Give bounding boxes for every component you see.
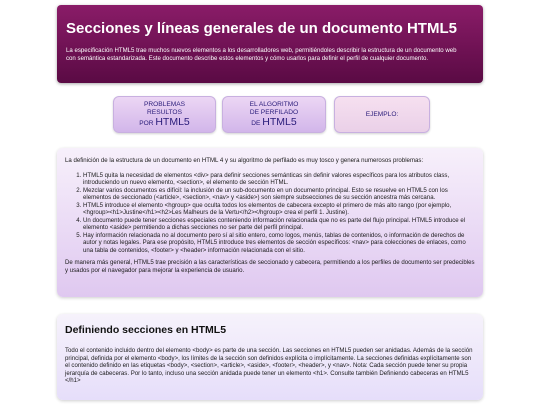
nav-button-algorithm[interactable]: [222, 96, 326, 133]
problem-item: 4. Un documento puede tener secciones especiales conteniendo información relacionada que no es parte del flujo principal. HTML5 introduce el elemento <aside> permitiendo a dichas secciones no ser parte del perfil principal.: [83, 217, 475, 232]
problem-item: 3. HTML5 introduce el elemento <hgroup> que oculta todos los elementos de cabecera excepto el primero de más alto rango (por ejemplo, <hgroup><h1>Justine</h1><h2>Les Malheurs de la Vertu</h2></hgroup> crea el perfil 1. Justine).: [83, 202, 475, 217]
nav-button-algorithm-line3: DE: [251, 120, 261, 127]
page-description: La especificación HTML5 trae muchos nuevos elementos a los desarrolladores web, permitiéndoles describir la estructura de un documento web con semántica estandarizada. Este documento describe estos elementos y cómo usarlos para definir el perfil de cualquier documento.: [66, 47, 457, 62]
page-header: [57, 5, 483, 83]
problems-list: [65, 172, 475, 255]
nav-button-example[interactable]: [334, 96, 430, 133]
nav-button-algorithm-html5: HTML5: [262, 116, 297, 128]
nav-button-algorithm-line2: DE PERFILADO: [249, 109, 299, 116]
nav-button-example-label: EJEMPLO:: [365, 110, 399, 118]
problem-item: 1. HTML5 quita la necesidad de elementos <div> para definir secciones semánticas sin definir valores específicos para los atributos class, introduciendo un nuevo elemento, <section>, el elemento de sección HTML.: [83, 172, 475, 187]
section-title: Definiendo secciones en HTML5: [65, 324, 227, 336]
nav-button-problems-line2: RESULTOS: [147, 109, 182, 116]
problems-conclusion: De manera más general, HTML5 trae precisión a las características de seccionado y cabecera, permitiendo a los perfiles de documento ser predecibles y usados por el navegador para mejorar la experiencia de usuario.: [65, 259, 475, 274]
defining-sections-panel: [57, 314, 483, 400]
nav-button-problems-line1: PROBLEMAS: [143, 101, 186, 108]
nav-button-problems-html5: HTML5: [155, 116, 190, 128]
nav-button-algorithm-line1: EL ALGORITMO: [249, 101, 299, 108]
page-title: Secciones y líneas generales de un documento HTML5: [66, 20, 457, 37]
nav-button-problems[interactable]: [113, 96, 216, 133]
problem-item: 2. Mezclar varios documentos es difícil: la inclusión de un sub-documento en un documento principal. Esto se resuelve en HTML5 con los elementos de seccionado (<article>, <section>, <nav> y <aside>) son siempre subsecciones de su sección ancestra más cercana.: [83, 187, 475, 202]
problems-intro: La definición de la estructura de un documento en HTML 4 y su algoritmo de perfilado es muy tosco y genera numerosos problemas:: [65, 157, 424, 164]
problems-panel: [57, 148, 483, 297]
problem-item: 5. Hay información relacionada no al documento pero sí al sitio entero, como logos, menús, tablas de contenidos, o información de derechos de autor y notas legales. Para ese propósito, HTML5 introduce tres elementos de sección específicos: <nav> para colecciones de enlaces, como una tabla de contenidos, <footer> y <header> información relacionada con el sitio.: [83, 232, 475, 255]
nav-button-problems-line3: POR: [139, 120, 154, 127]
section-body: Todo el contenido incluido dentro del elemento <body> es parte de una sección. Las secciones en HTML5 pueden ser anidadas. Además de la sección principal, definida por el elemento <body>, los límites de la sección son definidos explícita o implícitamente. La secciones definidas explícitamente son el contenido definido en las etiquetas <body>, <section>, <article>, <aside>, <footer>, <header>, y <nav>. Nota: Cada sección puede tener su propia jerarquía de cabeceras. Por lo tanto, incluso una sección anidada puede tener un elemento <h1>. Consulte también Definiendo cabeceras en HTML5 </h1>: [65, 347, 473, 385]
